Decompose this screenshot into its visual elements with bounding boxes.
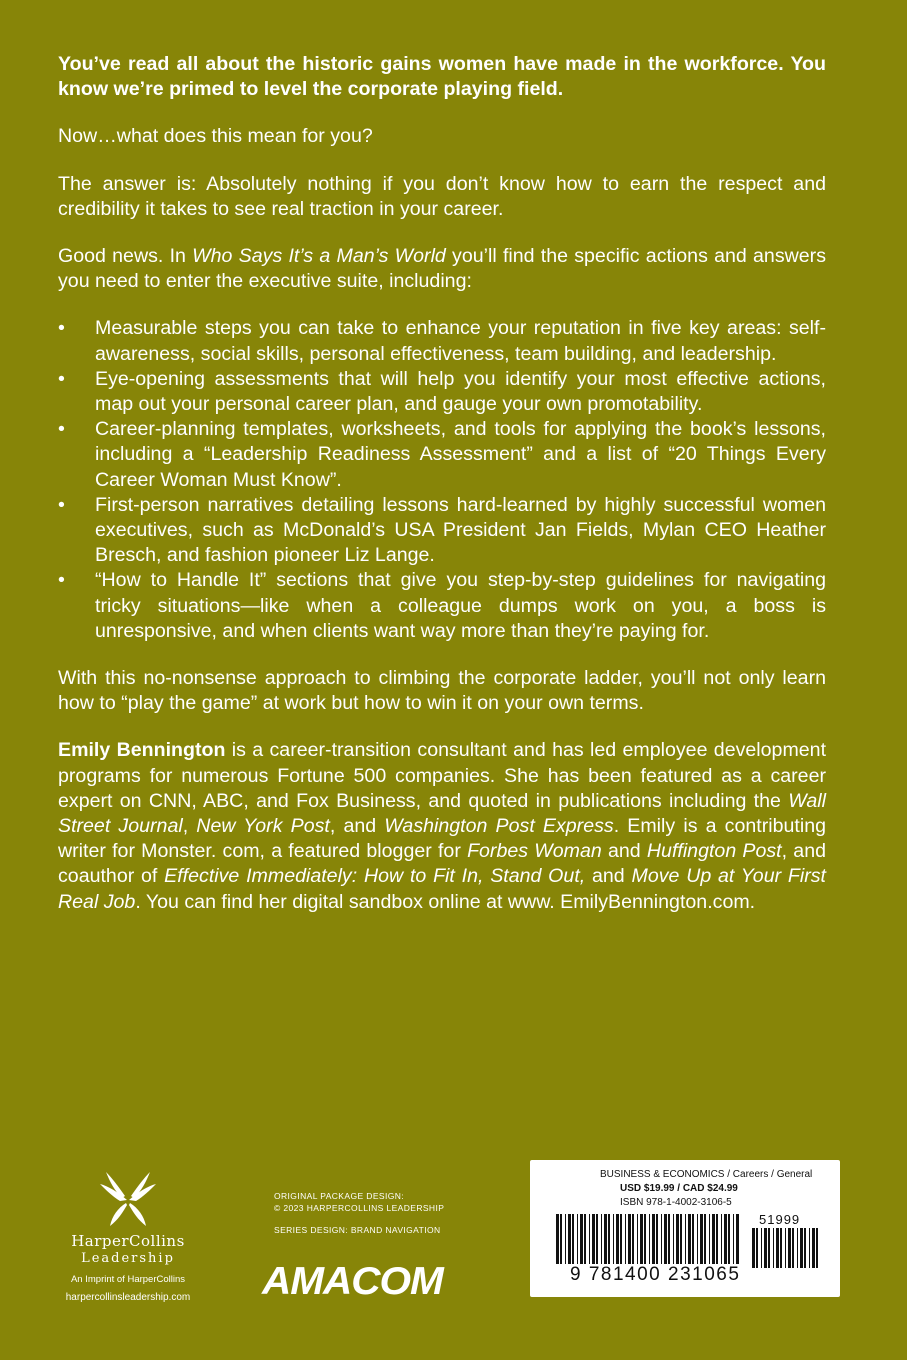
- list-item: • Measurable steps you can take to enhance your reputation in five key areas: self-awareness, social skills, personal effectiveness, team building, and leadership.: [58, 317, 826, 365]
- bullet-icon: •: [58, 367, 65, 390]
- author-bio: Emily Bennington is a career-transition consultant and has led employee development programs for numerous Fortune 500 companies. She has been featured as a career expert on CNN, ABC, and Fox Business, and quoted in publications including the Wall Street Journal, New York Post, and Washington Post Express. Emily is a contributing writer for Monster. com, a featured blogger for Forbes Woman and Huffington Post, and coauthor of Effective Immediately: How to Fit In, Stand Out, and Move Up at Your First Real Job. You can find her digital sandbox online at www. EmilyBennington.com.: [58, 739, 827, 913]
- barcode-addon-number: 51999: [759, 1212, 801, 1227]
- bullet-icon: •: [58, 493, 65, 516]
- price-label: USD $19.99 / CAD $24.99: [620, 1183, 738, 1194]
- good-news-paragraph: Good news. In Who Says It’s a Man’s World you’ll find the specific actions and answers you need to enter the executive suite, including:: [58, 245, 826, 293]
- list-item: • Eye-opening assessments that will help you identify your most effective actions, map out your personal career plan, and gauge your own promotability.: [58, 367, 826, 416]
- barcode-number: 9 781400 231065: [570, 1264, 741, 1285]
- list-item: • First-person narratives detailing lessons hard-learned by highly successful women executives, such as McDonald’s USA President Jan Fields, Mylan CEO Heather Bresch, and fashion pioneer Liz Lange.: [58, 493, 826, 567]
- closing-paragraph: With this no-nonsense approach to climbing the corporate ladder, you’ll not only learn how to “play the game” at work but how to win it on your own terms.: [58, 667, 826, 715]
- bisac-category: BUSINESS & ECONOMICS / Careers / General: [600, 1169, 813, 1180]
- harpercollins-logo: [48, 1170, 208, 1304]
- isbn-label: ISBN 978-1-4002-3106-5: [620, 1197, 732, 1208]
- bullet-icon: •: [58, 317, 65, 340]
- question-paragraph: Now…what does this mean for you?: [58, 125, 373, 148]
- publisher-division: Leadership: [81, 1251, 175, 1266]
- design-credits: ORIGINAL PACKAGE DESIGN: © 2023 HARPERCOLLINS LEADERSHIP SERIES DESIGN: BRAND NAVIGATION: [274, 1191, 445, 1235]
- publisher-url: harpercollinsleadership.com: [65, 1292, 191, 1303]
- list-item: • “How to Handle It” sections that give you step-by-step guidelines for navigating tricky situations—like when a colleague dumps work on you, a boss is unresponsive, and when clients want way more than they’re paying for.: [58, 569, 826, 642]
- bullet-icon: •: [58, 569, 65, 592]
- back-cover-text: [58, 52, 826, 937]
- publisher-name: HarperCollins: [71, 1232, 185, 1250]
- butterfly-logo-icon: [98, 1170, 158, 1228]
- book-title: Who Says It’s a Man’s World: [192, 245, 446, 268]
- barcode-panel: [530, 1160, 840, 1297]
- amacom-logo: AMACOM: [262, 1260, 443, 1303]
- feature-list: [58, 316, 826, 644]
- list-item: • Career-planning templates, worksheets, and tools for applying the book’s lessons, including a “Leadership Readiness Assessment” and a list of “20 Things Every Career Woman Must Know”.: [58, 418, 826, 491]
- answer-paragraph: The answer is: Absolutely nothing if you don’t know how to earn the respect and credibility it takes to see real traction in your career.: [58, 172, 826, 220]
- cover-footer: [0, 1160, 907, 1360]
- imprint-text: An Imprint of HarperCollins: [70, 1274, 186, 1285]
- author-name: Emily Bennington: [58, 739, 226, 762]
- bullet-icon: •: [58, 418, 65, 441]
- intro-paragraph: You’ve read all about the historic gains women have made in the workforce. You know we’re primed to level the corporate playing field.: [58, 53, 826, 101]
